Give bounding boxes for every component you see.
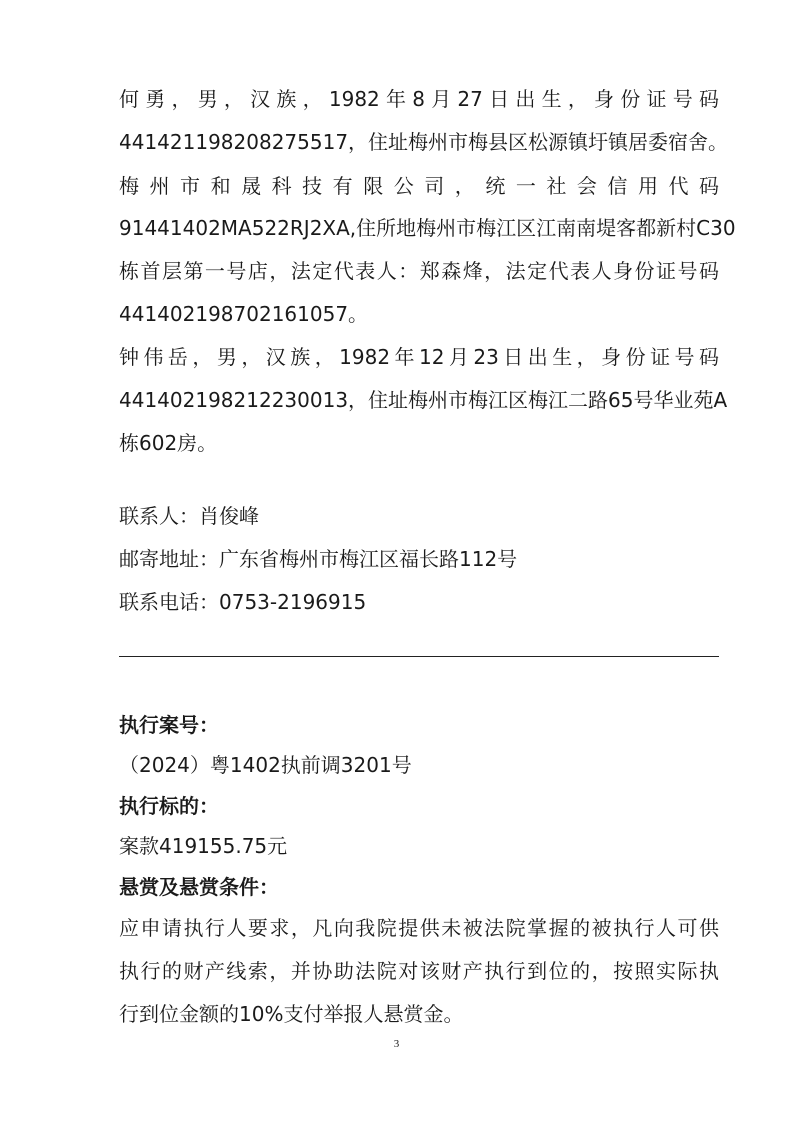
party-2-line-3: 栋首层第一号店，法定代表人：郑森烽，法定代表人身份证号码 [119, 259, 719, 283]
page-number: 3 [393, 1038, 400, 1050]
reward-label: 悬赏及悬赏条件： [119, 875, 279, 899]
party-3-line-1: 钟伟岳，男，汉族，1982年12月23日出生，身份证号码 [119, 345, 719, 369]
party-2-line-4: 441402198702161057。 [119, 302, 369, 326]
party-2-line-1: 梅州市和晟科技有限公司，统一社会信用代码 [119, 174, 719, 198]
party-3-line-2: 441402198212230013，住址梅州市梅江区梅江二路65号华业苑A [119, 388, 728, 412]
contact-phone: 联系电话：0753-2196915 [119, 590, 367, 614]
party-1-line-1: 何勇，男，汉族，1982年8月27日出生，身份证号码 [119, 87, 719, 111]
case-target-value: 案款419155.75元 [119, 834, 288, 858]
party-3-line-3: 栋602房。 [119, 431, 218, 455]
case-number-value: （2024）粤1402执前调3201号 [119, 753, 412, 777]
reward-line-1: 应申请执行人要求，凡向我院提供未被法院掌握的被执行人可供 [119, 916, 719, 940]
reward-line-3: 行到位金额的10%支付举报人悬赏金。 [119, 1002, 464, 1026]
contact-person: 联系人：肖俊峰 [119, 504, 259, 528]
section-divider [119, 656, 719, 657]
reward-line-2: 执行的财产线索，并协助法院对该财产执行到位的，按照实际执 [119, 959, 719, 983]
party-2-line-2: 91441402MA522RJ2XA,住所地梅州市梅江区江南南堤客都新村C30 [119, 216, 736, 240]
case-target-label: 执行标的： [119, 794, 219, 818]
contact-address: 邮寄地址：广东省梅州市梅江区福长路112号 [119, 547, 518, 571]
party-1-line-2: 441421198208275517，住址梅州市梅县区松源镇圩镇居委宿舍。 [119, 130, 729, 154]
case-number-label: 执行案号： [119, 713, 219, 737]
